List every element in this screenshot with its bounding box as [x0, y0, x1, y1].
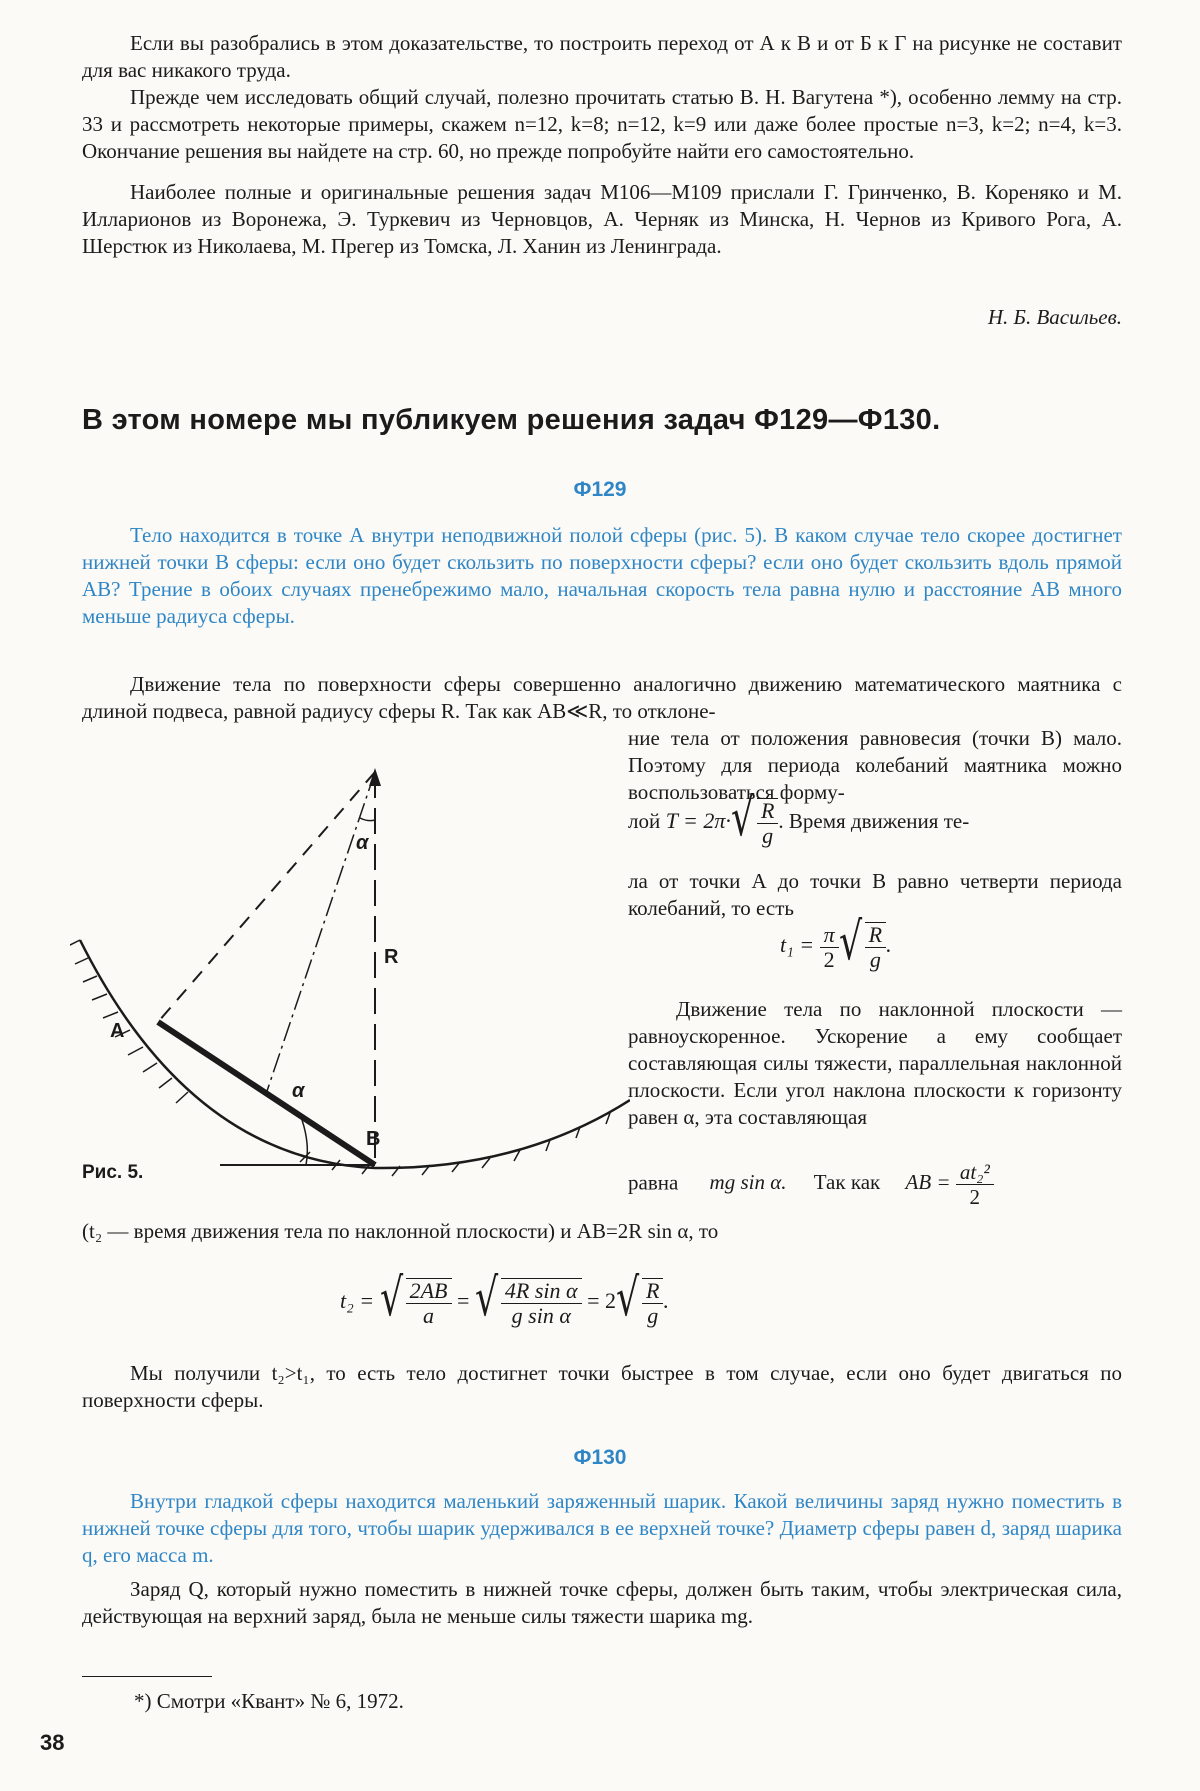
problem-text-f129: Тело находится в точке А внутри неподвижной полой сферы (рис. 5). В каком случае тело скорее достигнет нижней точки В сферы: если оно будет скользить по поверхности сферы? если оно будет скользить вдоль прямой АВ? Трение в обоих случаях пренебрежимо мало, начальная скорость тела равна нулю и расстояние АВ много меньше радиуса сферы.	[82, 523, 1122, 628]
ab-eq-label: AB =	[905, 1170, 951, 1195]
pi-over-2	[820, 923, 839, 972]
formula-lead-word: лой	[628, 809, 661, 834]
problem-text-f130: Внутри гладкой сферы находится маленький заряженный шарик. Какой величины заряд нужно поместить в нижней точке сферы для того, чтобы шарик удерживался в ее верхней точке? Диаметр сферы равен d, заряд шарика q, его масса m.	[82, 1489, 1122, 1567]
frac-num-pi: π	[820, 923, 839, 948]
solution-text-f130: Заряд Q, который нужно поместить в нижней точке сферы, должен быть таким, чтобы электрическая сила, действующая на верхний заряд, была не меньше силы тяжести шарика mg.	[82, 1577, 1122, 1628]
problem-statement-f130	[82, 1488, 1122, 1569]
sqrt-R-over-g: √ $\frac{R}{g}$	[731, 798, 778, 848]
sqrt-R-over-g-2: √ $\frac{R}{g}$	[839, 922, 886, 972]
t2-dot: .	[663, 1288, 669, 1314]
label-R: R	[384, 946, 399, 968]
section-heading: В этом номере мы публикуем решения задач Ф129—Ф130.	[82, 404, 941, 436]
alpha-arc-top	[360, 818, 375, 821]
ab-formula	[905, 1160, 994, 1209]
label-alpha-top: α	[356, 832, 369, 854]
solution-full-text: (t₂ — время движения тела по наклонной плоскости) и AB=2R sin α, то	[82, 1219, 719, 1243]
intro-paragraph-2: Прежде чем исследовать общий случай, полезно прочитать статью В. Н. Вагутена *), особенно лемму на стр. 33 и рассмотреть некоторые примеры, скажем n=12, k=8; n=12, k=9 или даже более простые n=3, k=2; n=4, k=3. Окончание решения вы найдете на стр. 60, но прежде попробуйте найти его самостоятельно.	[82, 85, 1122, 163]
problem-title-f129: Ф129	[573, 478, 627, 501]
eq-sign: =	[457, 1288, 470, 1314]
frac-num-R-3: R	[642, 1279, 663, 1304]
solution-f130	[82, 1576, 1122, 1630]
frac-den-g-3: g	[647, 1303, 659, 1328]
t2-label: t₂ =	[340, 1288, 375, 1314]
label-A: A	[110, 1020, 125, 1042]
t1-label: t₁ =	[780, 932, 815, 958]
frac-den-gsin: g sin α	[511, 1303, 571, 1328]
at2-over-2	[956, 1160, 994, 1209]
word-tak-kak: Так как	[813, 1170, 881, 1195]
eq-two: = 2	[587, 1288, 617, 1314]
problem-statement-f129	[82, 522, 1122, 630]
frac-num-4Rsin: 4R sin α	[501, 1279, 582, 1304]
formula-trailing-text: . Время движения те-	[778, 809, 970, 834]
intro-paragraph-1: Если вы разобрались в этом доказательстве, то построить переход от А к В и от Б к Г на рисунке не составит для вас никакого труда.	[82, 31, 1122, 82]
bisector-line	[266, 772, 375, 1094]
solution-column-4	[628, 996, 1122, 1131]
solution-column-1	[628, 725, 1122, 806]
signature: Н. Б. Васильев.	[987, 305, 1122, 329]
mg-sin-line	[628, 1160, 1122, 1209]
frac-num-2AB: 2AB	[406, 1279, 452, 1304]
sphere-arc	[80, 940, 630, 1168]
frac-num-R-2: R	[865, 923, 886, 948]
problem-title-f130: Ф130	[573, 1446, 627, 1469]
solution-column-3	[628, 868, 1122, 922]
footnote: *) Смотри «Квант» № 6, 1972.	[134, 1689, 404, 1713]
frac-den-g: g	[762, 823, 774, 848]
period-formula-line	[628, 788, 1122, 848]
frac-den-2: 2	[823, 946, 835, 972]
figure-5-sphere-diagram	[70, 760, 630, 1180]
frac-den-2b: 2	[969, 1185, 981, 1209]
figure-caption: Рис. 5.	[82, 1162, 144, 1183]
mg-sin-alpha: mg sin α.	[709, 1170, 787, 1195]
page-number: 38	[40, 1730, 65, 1755]
solution-lead-text: Движение тела по поверхности сферы совершенно аналогично движению математического маятника с длиной подвеса, равной радиусу сферы R. Так как AB≪R, то отклоне-	[82, 672, 1122, 723]
dashed-radius-to-A	[158, 772, 375, 1022]
solution-lead-f129	[82, 671, 1122, 725]
frac-num-R: R	[757, 799, 778, 824]
t1-formula	[780, 912, 892, 972]
solution-full-line	[82, 1218, 1122, 1245]
solution-col-text-3: ла от точки А до точки В равно четверти периода колебаний, то есть	[628, 869, 1122, 920]
conclusion-text: Мы получили t₂>t₁, то есть тело достигнет точки быстрее в том случае, если оно будет двигаться по поверхности сферы.	[82, 1361, 1122, 1412]
solution-col-text-4: Движение тела по наклонной плоскости — равноускоренное. Ускорение a ему сообщает составляющая силы тяжести, параллельная наклонной плоскости. Если угол наклона плоскости к горизонту равен α, эта составляющая	[628, 997, 1122, 1129]
footnote-rule	[82, 1676, 212, 1677]
frac-den-g-2: g	[869, 947, 881, 972]
conclusion-f129	[82, 1360, 1122, 1414]
solution-col-text-1: ние тела от положения равновесия (точки В) мало. Поэтому для периода колебаний маятника можно воспользоваться форму-	[628, 726, 1122, 804]
intro-paragraph-3: Наиболее полные и оригинальные решения задач М106—М109 прислали Г. Гринченко, В. Кореняко и М. Илларионов из Воронежа, Э. Туркевич из Черновцов, А. Черняк из Минска, Н. Чернов из Кривого Рога, А. Шерстюк из Николаева, М. Прегер из Томска, Л. Ханин из Ленинграда.	[82, 180, 1122, 258]
label-alpha-bottom: α	[292, 1080, 305, 1102]
formula-T: T = 2π·	[665, 808, 731, 834]
frac-num-at2: at₂²	[956, 1160, 994, 1185]
sqrt-2AB-over-a: √ $\frac{2AB}{a}$	[380, 1278, 452, 1328]
frac-den-a: a	[423, 1303, 435, 1328]
word-ravna: равна	[628, 1170, 679, 1195]
t1-dot: .	[886, 932, 892, 958]
intro-block	[82, 30, 1122, 260]
label-B: B	[366, 1128, 381, 1150]
t2-formula	[340, 1268, 669, 1328]
sqrt-R-over-g-3: √ $\frac{R}{g}$	[616, 1278, 663, 1328]
sqrt-4Rsin-over-gsin: √ $\frac{\text{4R sin α}}{\text{g sin α}}$	[475, 1278, 582, 1328]
